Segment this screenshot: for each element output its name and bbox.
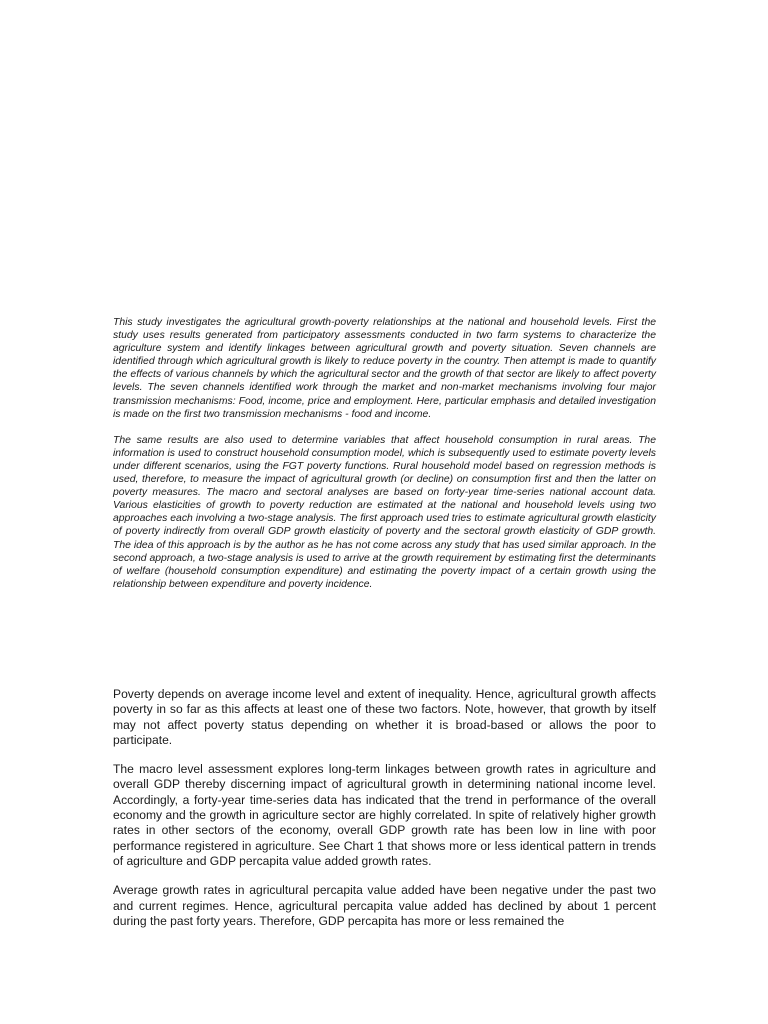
abstract-paragraph-1: This study investigates the agricultural growth-poverty relationships at the national and household levels. First the study uses results generated from participatory assessments conducted in two farm systems to characterize the agriculture system and identify linkages between agricultural growth and poverty situation. Seven channels are identified through which agricultural growth is likely to reduce poverty in the country. Then attempt is made to quantify the effects of various channels by which the agricultural sector and the growth of that sector are likely to affect poverty levels. The seven channels identified work through the market and non-market mechanisms involving four major transmission mechanisms: Food, income, price and employment. Here, particular emphasis and detailed investigation is made on the first two transmission mechanisms - food and income. — [113, 317, 656, 420]
body-section — [113, 687, 656, 943]
body-paragraph-1: Poverty depends on average income level and extent of inequality. Hence, agricultural growth affects poverty in so far as this affects at least one of these two factors. Note, however, that growth by itself may not affect poverty status depending on whether it is broad-based or allows the poor to participate. — [113, 687, 656, 747]
abstract-section — [113, 316, 656, 604]
body-paragraph-3: Average growth rates in agricultural percapita value added have been negative under the past two and current regimes. Hence, agricultural percapita value added has declined by about 1 percent during the past forty years. Therefore, GDP percapita has more or less remained the — [113, 883, 656, 928]
abstract-paragraph-2: The same results are also used to determine variables that affect household consumption in rural areas. The information is used to construct household consumption model, which is subsequently used to estimate poverty levels under different scenarios, using the FGT poverty functions. Rural household model based on regression methods is used, therefore, to measure the impact of agricultural growth (or decline) on consumption first and then the latter on poverty measures. The macro and sectoral analyses are based on forty-year time-series national account data. Various elasticities of growth to poverty reduction are estimated at the national and household levels using two approaches each involving a two-stage analysis. The first approach used tries to estimate agricultural growth elasticity of poverty indirectly from overall GDP growth elasticity of poverty and the sectoral growth elasticity of GDP growth. The idea of this approach is by the author as he has not come across any study that has used similar approach. In the second approach, a two-stage analysis is used to arrive at the growth requirement by estimating first the determinants of welfare (household consumption expenditure) and estimating the poverty impact of a certain growth using the relationship between expenditure and poverty incidence. — [113, 434, 656, 590]
body-paragraph-2: The macro level assessment explores long-term linkages between growth rates in agriculture and overall GDP thereby discerning impact of agricultural growth in determining national income level. Accordingly, a forty-year time-series data has indicated that the trend in performance of the overall economy and the growth in agriculture sector are highly correlated. In spite of relatively higher growth rates in other sectors of the economy, overall GDP growth rate has been low in line with poor performance registered in agriculture. See Chart 1 that shows more or less identical pattern in trends of agriculture and GDP percapita value added growth rates. — [113, 762, 656, 868]
